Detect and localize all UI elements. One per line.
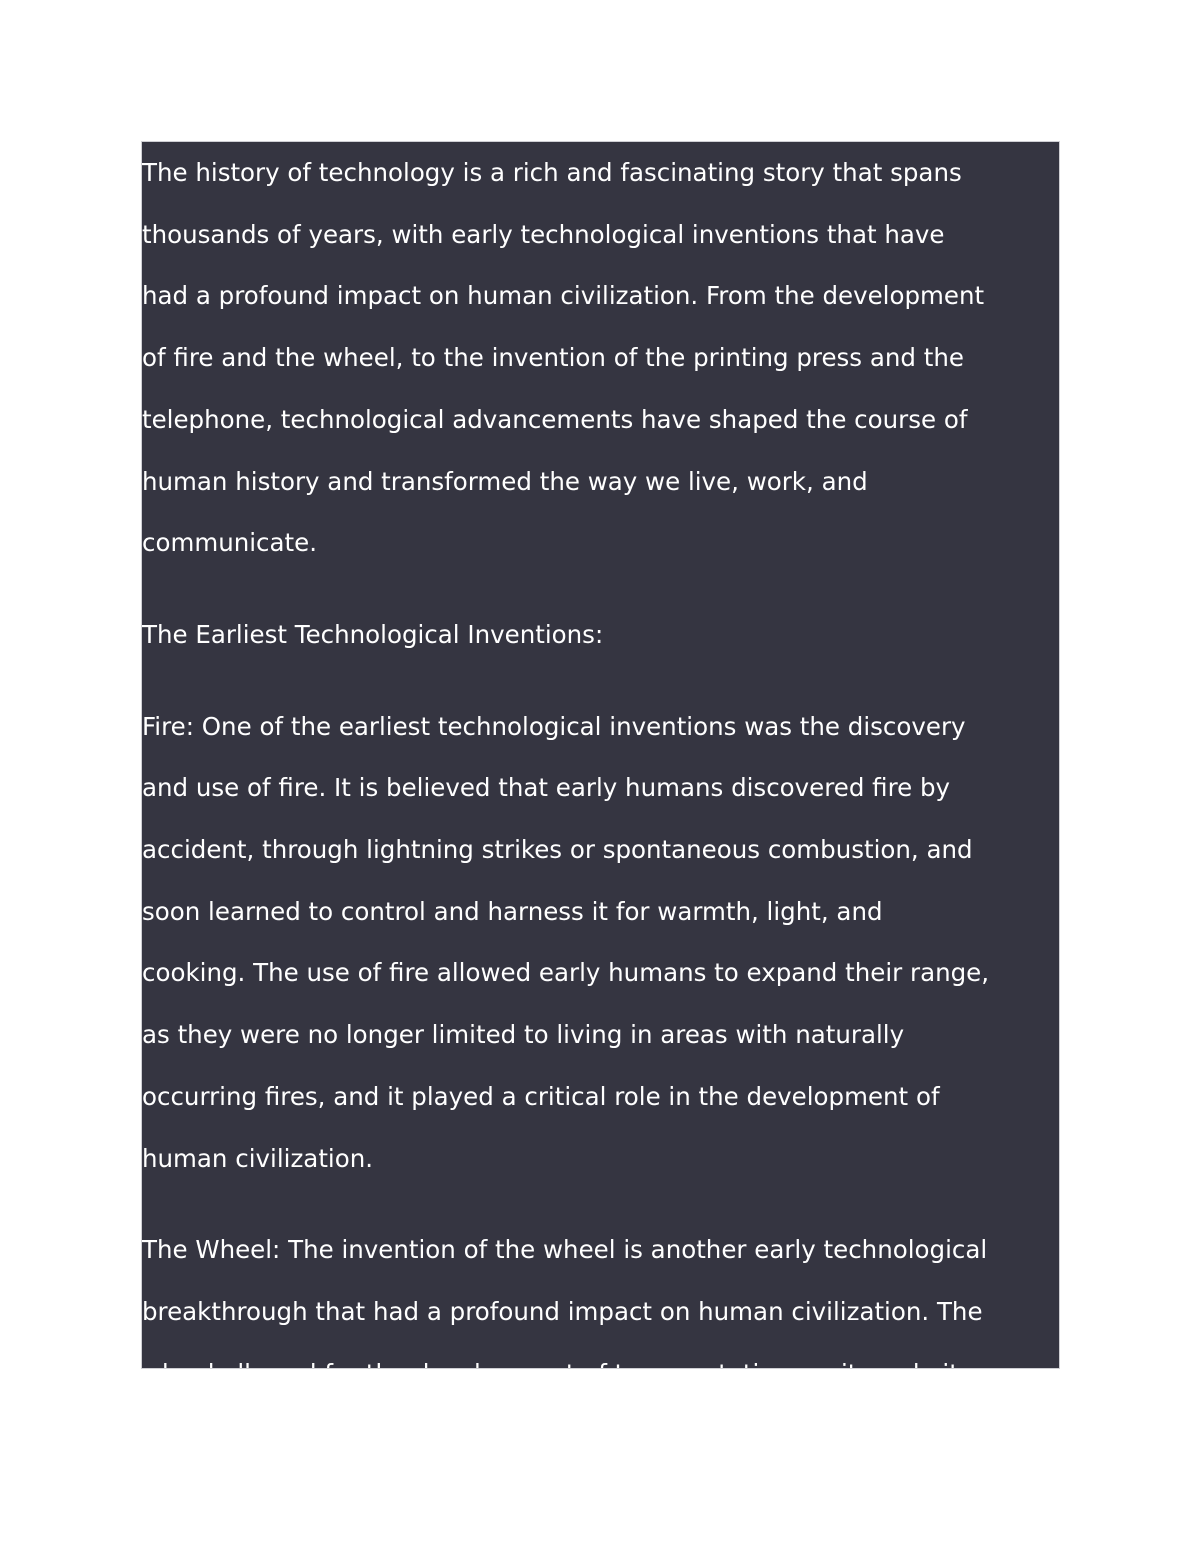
section-heading: The Earliest Technological Inventions: xyxy=(142,619,604,649)
wheel-paragraph: The Wheel: The invention of the wheel is another early technological breakthrough that had a profound impact on human civilization. The wheel allowed for the development of transportation, as it made it xyxy=(142,1235,988,1388)
intro-paragraph: The history of technology is a rich and fascinating story that spans thousands of years, with early technological inventions that have had a profound impact on human civilization. From the development of fire and the wheel, to the invention of the printing press and the telephone, technological advancements have shaped the course of human history and transformed the way we live, work, and communicate. xyxy=(142,158,985,558)
paragraph-spacer xyxy=(142,666,1059,696)
paragraph-spacer xyxy=(142,574,1059,604)
fire-paragraph: Fire: One of the earliest technological inventions was the discovery and use of fire. It is believed that early humans discovered fire by accident, through lightning strikes or spontaneous combustion, and soon learned to control and harness it for warmth, light, and cooking. The use of fire allowed early humans to expand their range, as they were no longer limited to living in areas with naturally occurring fires, and it played a critical role in the development of human civilization. xyxy=(142,711,990,1173)
document-text-block xyxy=(142,142,1059,1388)
paragraph-spacer xyxy=(142,1189,1059,1219)
